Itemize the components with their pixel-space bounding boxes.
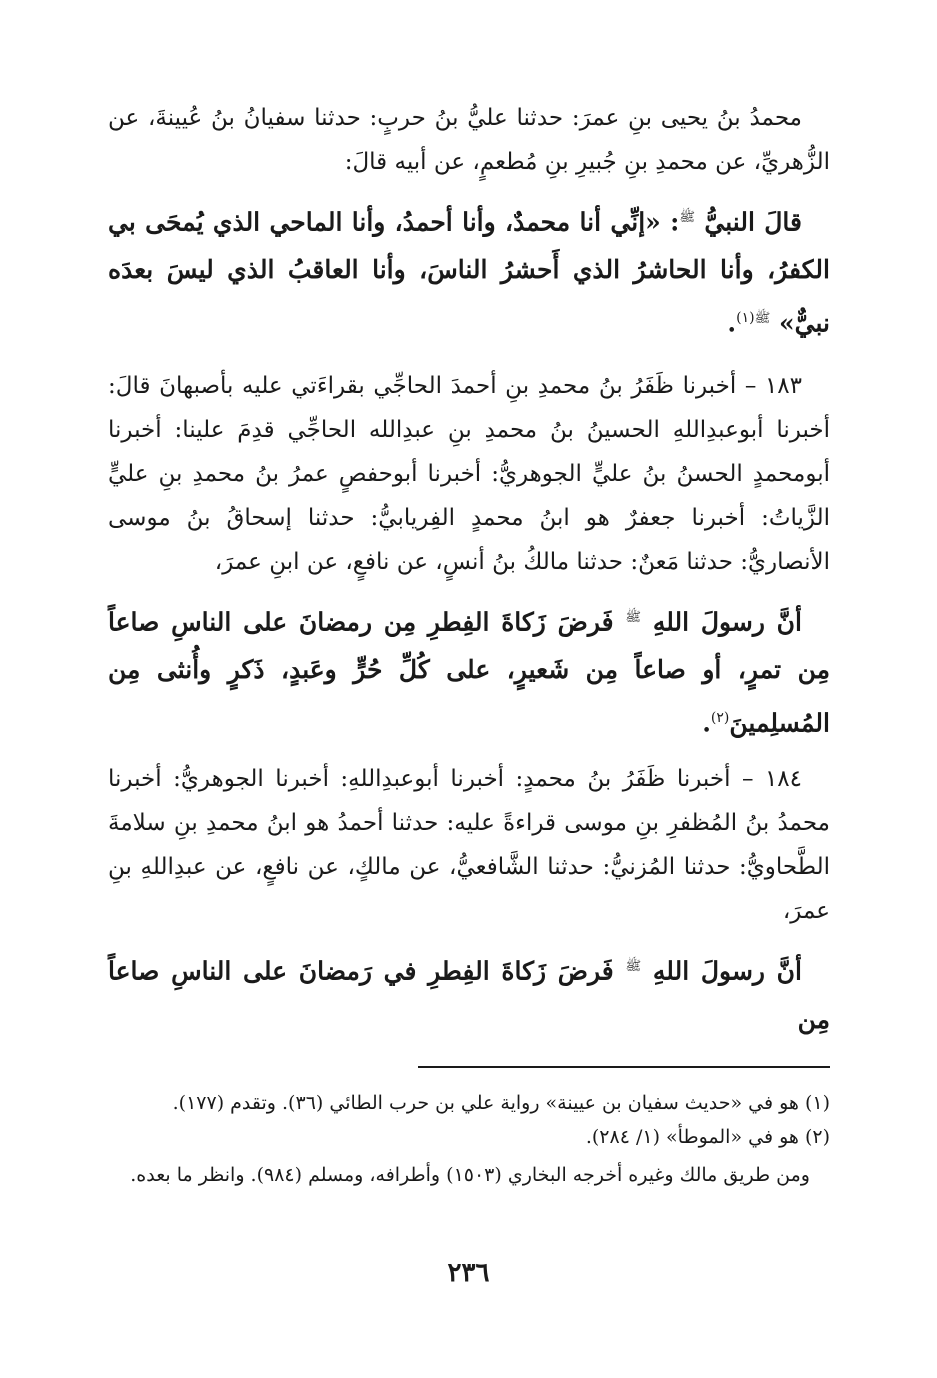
hadith-3-opening: أنَّ رسولَ اللهِ: [652, 956, 802, 986]
hadith-2-matn: فَرضَ زَكاةَ الفِطرِ مِن رمضانَ على الناسِ صاعاً مِن تمرٍ، أو صاعاً مِن شَعيرٍ، على كُلِّ حُرٍّ وعَبدٍ، ذَكرٍ وأُنثى مِن المُسلِمينَ: [108, 606, 830, 738]
isnad-paragraph-183: ١٨٣ – أخبرنا ظَفَرُ بنُ محمدِ بنِ أحمدَ الحاجِّي بقراءَتي عليه بأصبهانَ قالَ: أخبرنا أبوعبدِاللهِ الحسينُ بنُ محمدِ بنِ عبدِالله الحاجِّي قدِمَ علينا: أخبرنا أبومحمدٍ الحسنُ بنُ عليٍّ الجوهريُّ: أخبرنا أبوحفصٍ عمرُ بنُ محمدِ بنِ عليٍّ الزَّياتُ: أخبرنا جعفرٌ هو ابنُ محمدٍ الفِريابيُّ: حدثنا إسحاقُ بنُ موسى الأنصاريُّ: حدثنا مَعنٌ: حدثنا مالكُ بنُ أنسٍ، عن نافعٍ، عن ابنِ عمرَ،: [108, 372, 830, 575]
spacer: [108, 747, 830, 757]
spacer: [108, 348, 830, 364]
footnote-ref-2: (٢): [710, 709, 730, 726]
isnad-paragraph-184: ١٨٤ – أخبرنا ظَفَرُ بنُ محمدٍ: أخبرنا أبوعبدِاللهِ: أخبرنا الجوهريُّ: أخبرنا محمدُ بنُ المُظفرِ بنِ موسى قراءةً عليه: حدثنا أحمدُ هو ابنُ محمدِ بنِ سلامةَ الطَّحاويُّ: حدثنا المُزنيُّ: حدثنا الشَّافعيُّ، عن مالكٍ، عن نافعٍ، عن عبدِاللهِ بنِ عمرَ،: [108, 766, 830, 925]
hadith-1-matn: : «إنِّي أنا محمدٌ، وأنا أحمدُ، وأنا الماحي الذي يُمحَى بي الكفرُ، وأنا الحاشرُ الذي أَحشرُ الناسَ، وأنا العاقبُ الذي ليسَ بعدَه نبيٌّ»: [108, 207, 830, 338]
hadith-text-2: [108, 594, 830, 748]
spacer: [108, 933, 830, 943]
hadith-text-1: [108, 194, 830, 348]
footnote-divider: [418, 1066, 830, 1068]
hadith-1-opening: قالَ النبيُّ: [704, 207, 802, 237]
page-body: [108, 96, 830, 1192]
footnote-2-continuation: ومن طريق مالك وغيره أخرجه البخاري (١٥٠٣) وأطرافه، ومسلم (٩٨٤). وانظر ما بعده.: [130, 1163, 810, 1186]
footnote-1: (١) هو في «حديث سفيان بن عيينة» رواية علي بن حرب الطائي (٣٦). وتقدم (١٧٧).: [172, 1091, 830, 1114]
hadith-text-3: [108, 943, 830, 1043]
salla-honorific-icon: ﷺ: [625, 959, 642, 975]
hadith-2-opening: أنَّ رسولَ اللهِ: [652, 606, 802, 636]
page-number: ٢٣٦: [447, 1258, 490, 1288]
salla-honorific-icon: ﷺ: [625, 609, 642, 625]
hadith-1-end: .: [727, 308, 737, 338]
footnote-ref-1: (١): [736, 310, 755, 327]
spacer: [108, 584, 830, 594]
footnotes: [108, 1086, 830, 1192]
spacer: [108, 184, 830, 194]
hadith-3-matn: فَرضَ زَكاةَ الفِطرِ في رَمضانَ على الناسِ صاعاً مِن: [108, 956, 830, 1034]
salla-honorific-icon: ﷺ: [679, 210, 696, 225]
footnote-2: (٢) هو في «الموطأ» (١/ ٢٨٤).: [585, 1125, 830, 1148]
hadith-2-end: .: [702, 708, 711, 738]
isnad-paragraph-1: محمدُ بنُ يحيى بنِ عمرَ: حدثنا عليُّ بنُ حربٍ: حدثنا سفيانُ بنُ عُيينةَ، عن الزُّهريِّ، عن محمدِ بنِ جُبيرِ بنِ مُطعمٍ، عن أبيه قالَ:: [108, 105, 830, 175]
salla-honorific-icon: ﷺ: [754, 311, 771, 327]
